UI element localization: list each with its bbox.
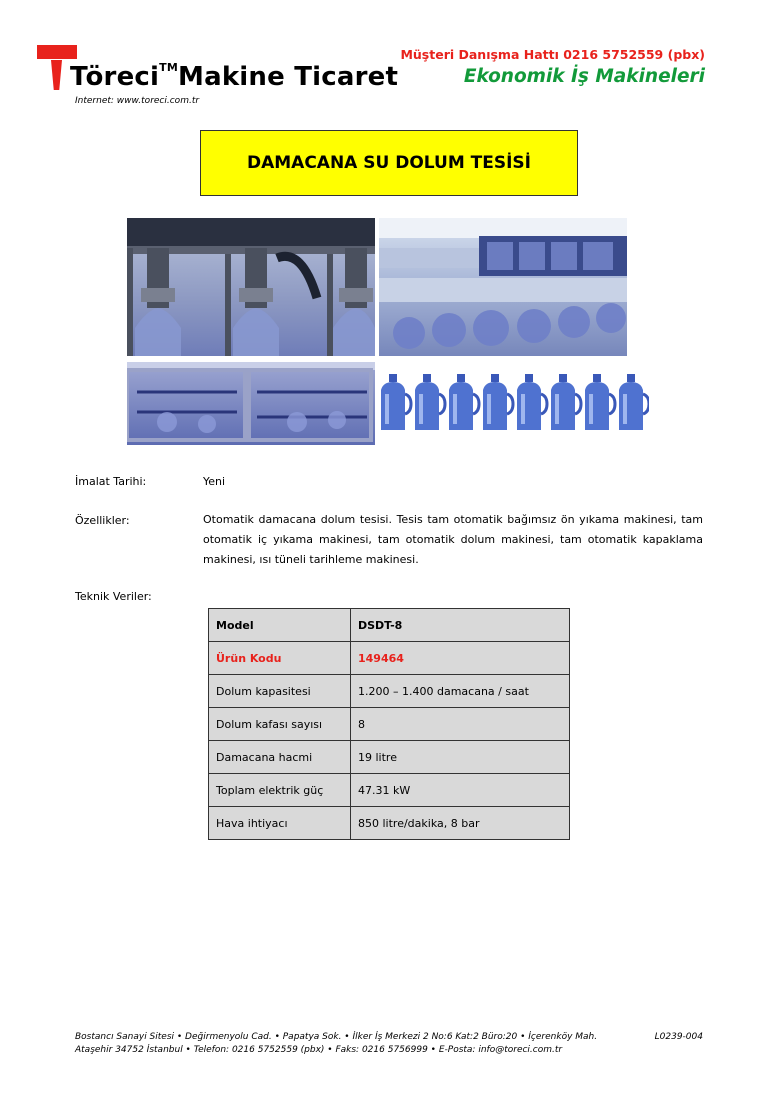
- spec-value: DSDT-8: [351, 609, 570, 642]
- tagline: Ekonomik İş Makineleri: [463, 66, 705, 87]
- spec-value: 19 litre: [351, 741, 570, 774]
- spec-key: Model: [209, 609, 351, 642]
- table-row: [209, 609, 570, 642]
- logo-bar: [37, 45, 77, 59]
- bottle-shape: [517, 374, 547, 430]
- bottle-line-photo: [379, 218, 627, 356]
- manufacture-date-label: İmalat Tarihi:: [75, 475, 147, 488]
- website-link[interactable]: Internet: www.toreci.com.tr: [75, 96, 200, 106]
- spec-value: 149464: [351, 642, 570, 675]
- features-label: Özellikler:: [75, 514, 130, 527]
- bottle-shape: [619, 374, 649, 430]
- footer-contact: Ataşehir 34752 İstanbul • Telefon: 0216 5752559 (pbx) • Faks: 0216 5756999 • E-Posta: info@toreci.com.tr: [75, 1045, 563, 1055]
- spec-value: 850 litre/dakika, 8 bar: [351, 807, 570, 840]
- page-title-box: [200, 130, 578, 196]
- spec-key: Hava ihtiyacı: [209, 807, 351, 840]
- document-code: L0239-004: [654, 1032, 703, 1042]
- hotline-text: Müşteri Danışma Hattı 0216 5752559 (pbx): [400, 47, 705, 62]
- manufacture-date-value: Yeni: [203, 475, 226, 488]
- features-value: Otomatik damacana dolum tesisi. Tesis tam otomatik bağımsız ön yıkama makinesi, tam otomatik iç yıkama makinesi, tam otomatik dolum makinesi, tam otomatik kapaklama makinesi, ısı tüneli tarihleme makinesi.: [203, 513, 703, 566]
- spec-key: Toplam elektrik güç: [209, 774, 351, 807]
- water-bottles-photo: [379, 374, 649, 432]
- table-row: [209, 774, 570, 807]
- bottle-shape: [449, 374, 479, 430]
- filling-heads-photo: [127, 218, 375, 356]
- bottle-shape: [483, 374, 513, 430]
- logo-stem: [51, 60, 62, 90]
- spec-value: 8: [351, 708, 570, 741]
- footer-address: Bostancı Sanayi Sitesi • Değirmenyolu Cad. • Papatya Sok. • İlker İş Merkezi 2 No:6 Kat:2 Büro:20 • İçerenköy Mah.: [75, 1032, 598, 1042]
- washing-machine-photo: [127, 362, 375, 445]
- spec-value: 1.200 – 1.400 damacana / saat: [351, 675, 570, 708]
- page-title: DAMACANA SU DOLUM TESİSİ: [246, 153, 532, 173]
- spec-table: [208, 608, 570, 840]
- spec-key: Dolum kafası sayısı: [209, 708, 351, 741]
- spec-value: 47.31 kW: [351, 774, 570, 807]
- technical-data-label: Teknik Veriler:: [75, 590, 152, 603]
- bottle-shape: [415, 374, 445, 430]
- spec-key: Ürün Kodu: [209, 642, 351, 675]
- brand-name: Töreci™Makine Ticaret: [70, 61, 399, 92]
- spec-key: Dolum kapasitesi: [209, 675, 351, 708]
- table-row: [209, 807, 570, 840]
- bottle-shape: [585, 374, 615, 430]
- table-row: [209, 642, 570, 675]
- table-row: [209, 675, 570, 708]
- table-row: [209, 708, 570, 741]
- bottle-shape: [381, 374, 411, 430]
- table-row: [209, 741, 570, 774]
- bottle-shape: [551, 374, 581, 430]
- spec-key: Damacana hacmi: [209, 741, 351, 774]
